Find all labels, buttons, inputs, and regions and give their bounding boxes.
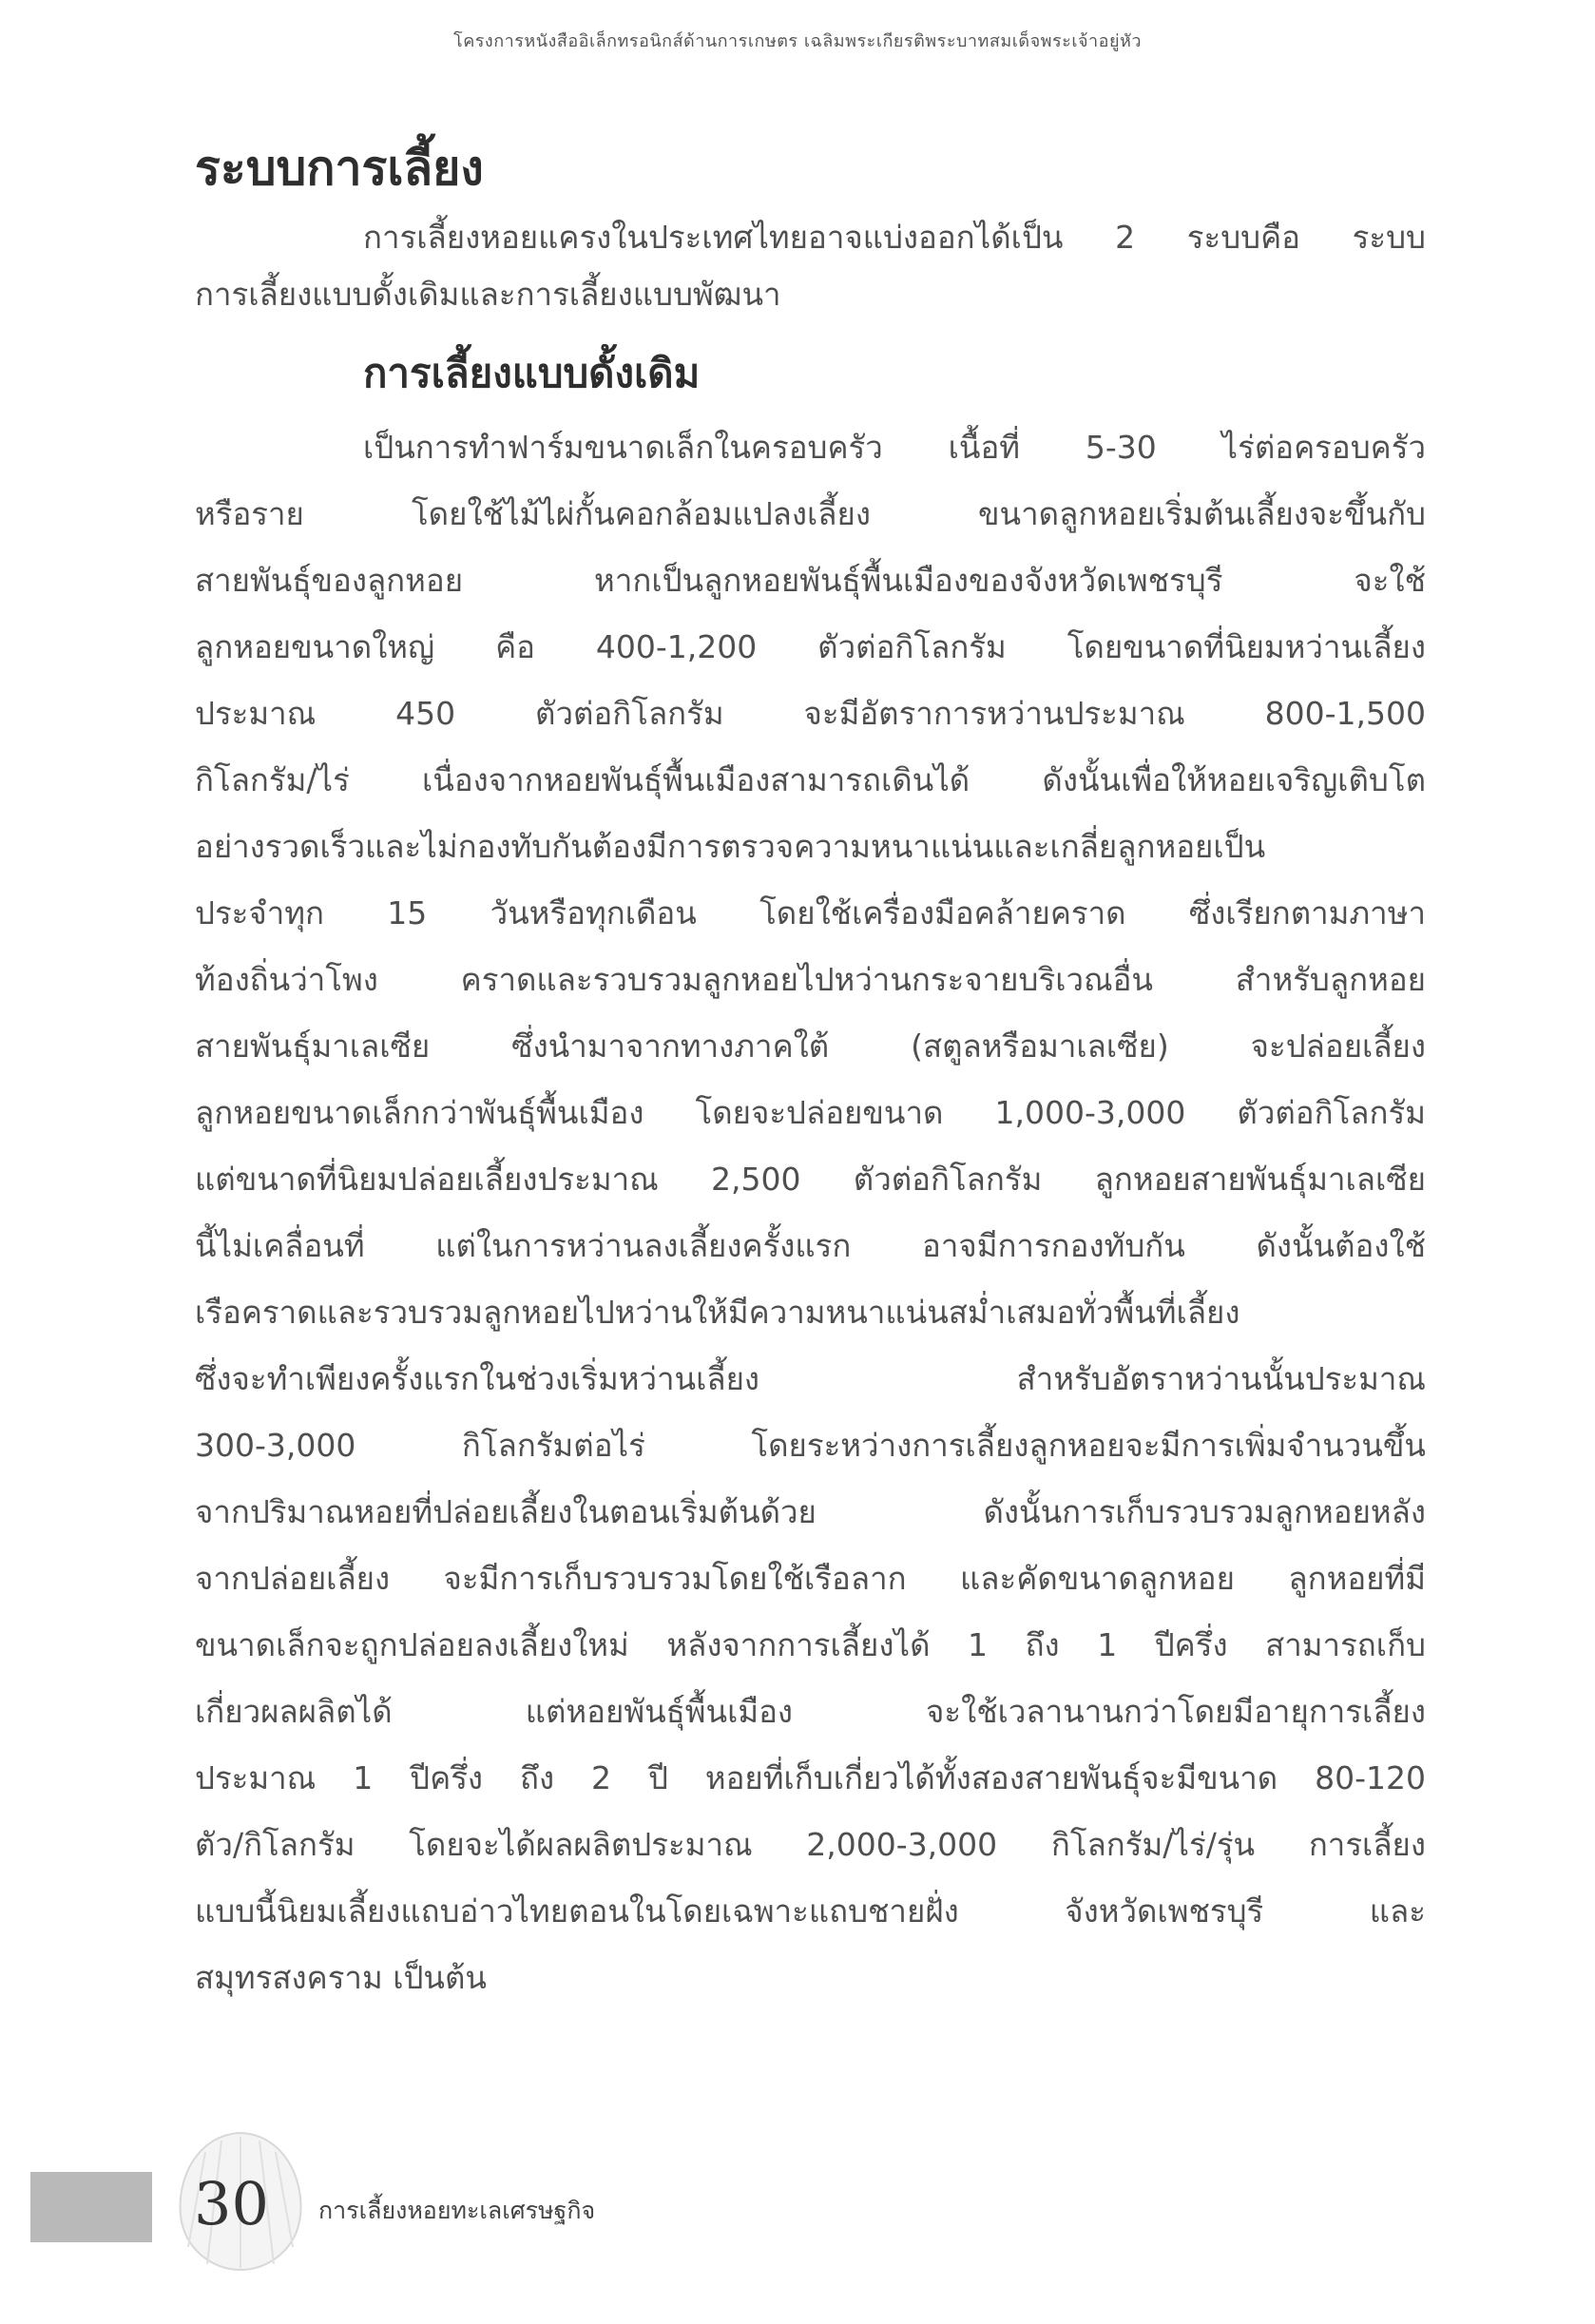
paragraph-line: ประจำทุก 15 วันหรือทุกเดือน โดยใช้เครื่องมือคล้ายคราด ซึ่งเรียกตามภาษา	[195, 894, 1426, 932]
paragraph-line: หรือราย โดยใช้ไม้ไผ่กั้นคอกล้อมแปลงเลี้ยง ขนาดลูกหอยเริ่มต้นเลี้ยงจะขึ้นกับ	[195, 495, 1426, 532]
section-heading: ระบบการเลี้ยง	[195, 141, 484, 196]
paragraph-line: นี้ไม่เคลื่อนที่ แต่ในการหว่านลงเลี้ยงครั้งแรก อาจมีการกองทับกัน ดังนั้นต้องใช้	[195, 1227, 1426, 1264]
paragraph-line: ตัว/กิโลกรัม โดยจะได้ผลผลิตประมาณ 2,000-3,000 กิโลกรัม/ไร่/รุ่น การเลี้ยง	[195, 1826, 1426, 1863]
paragraph-line: สมุทรสงคราม เป็นต้น	[195, 1959, 487, 1996]
paragraph-line: ขนาดเล็กจะถูกปล่อยลงเลี้ยงใหม่ หลังจากการเลี้ยงได้ 1 ถึง 1 ปีครึ่ง สามารถเก็บ	[195, 1626, 1426, 1663]
paragraph-line: ประมาณ 1 ปีครึ่ง ถึง 2 ปี หอยที่เก็บเกี่ยวได้ทั้งสองสายพันธุ์จะมีขนาด 80-120	[195, 1759, 1426, 1796]
paragraph-line: จากปริมาณหอยที่ปล่อยเลี้ยงในตอนเริ่มต้นด้วย ดังนั้นการเก็บรวบรวมลูกหอยหลัง	[195, 1493, 1426, 1530]
paragraph-line: ท้องถิ่นว่าโพง คราดและรวบรวมลูกหอยไปหว่านกระจายบริเวณอื่น สำหรับลูกหอย	[195, 961, 1426, 998]
footer-gray-bar	[30, 2172, 152, 2242]
paragraph-line: จากปล่อยเลี้ยง จะมีการเก็บรวบรวมโดยใช้เรือลาก และคัดขนาดลูกหอย ลูกหอยที่มี	[195, 1560, 1426, 1597]
paragraph-line: สายพันธุ์มาเลเซีย ซึ่งนำมาจากทางภาคใต้ (สตูลหรือมาเลเซีย) จะปล่อยเลี้ยง	[195, 1028, 1426, 1065]
paragraph-line: เกี่ยวผลผลิตได้ แต่หอยพันธุ์พื้นเมือง จะใช้เวลานานกว่าโดยมีอายุการเลี้ยง	[195, 1693, 1426, 1730]
paragraph-line: ลูกหอยขนาดเล็กกว่าพันธุ์พื้นเมือง โดยจะปล่อยขนาด 1,000-3,000 ตัวต่อกิโลกรัม	[195, 1094, 1426, 1131]
paragraph-line: เป็นการทำฟาร์มขนาดเล็กในครอบครัว เนื้อที่ 5-30 ไร่ต่อครอบครัว	[363, 429, 1426, 466]
running-header: โครงการหนังสืออิเล็กทรอนิกส์ด้านการเกษตร เฉลิมพระเกียรติพระบาทสมเด็จพระเจ้าอยู่หัว	[453, 31, 1142, 51]
paragraph-line: ประมาณ 450 ตัวต่อกิโลกรัม จะมีอัตราการหว่านประมาณ 800-1,500	[195, 695, 1426, 732]
paragraph-line: แต่ขนาดที่นิยมปล่อยเลี้ยงประมาณ 2,500 ตัวต่อกิโลกรัม ลูกหอยสายพันธุ์มาเลเซีย	[195, 1161, 1426, 1198]
paragraph-line: สายพันธุ์ของลูกหอย หากเป็นลูกหอยพันธุ์พื้นเมืองของจังหวัดเพชรบุรี จะใช้	[195, 562, 1426, 599]
page-number: 30	[194, 2169, 269, 2238]
paragraph-line: กิโลกรัม/ไร่ เนื่องจากหอยพันธุ์พื้นเมืองสามารถเดินได้ ดังนั้นเพื่อให้หอยเจริญเติบโต	[195, 761, 1426, 798]
paragraph-line: อย่างรวดเร็วและไม่กองทับกันต้องมีการตรวจความหนาแน่นและเกลี่ยลูกหอยเป็น	[195, 828, 1266, 865]
paragraph-line: ซึ่งจะทำเพียงครั้งแรกในช่วงเริ่มหว่านเลี้ยง สำหรับอัตราหว่านนั้นประมาณ	[195, 1360, 1426, 1397]
subsection-heading: การเลี้ยงแบบดั้งเดิม	[363, 350, 701, 396]
paragraph-line: แบบนี้นิยมเลี้ยงแถบอ่าวไทยตอนในโดยเฉพาะแถบชายฝั่ง จังหวัดเพชรบุรี และ	[195, 1892, 1426, 1930]
paragraph-line: เรือคราดและรวบรวมลูกหอยไปหว่านให้มีความหนาแน่นสม่ำเสมอทั่วพื้นที่เลี้ยง	[195, 1294, 1240, 1331]
footer-book-title: การเลี้ยงหอยทะเลเศรษฐกิจ	[318, 2197, 596, 2224]
intro-line: การเลี้ยงแบบดั้งเดิมและการเลี้ยงแบบพัฒนา	[195, 276, 781, 313]
paragraph-line: ลูกหอยขนาดใหญ่ คือ 400-1,200 ตัวต่อกิโลกรัม โดยขนาดที่นิยมหว่านเลี้ยง	[195, 628, 1426, 665]
intro-line: การเลี้ยงหอยแครงในประเทศไทยอาจแบ่งออกได้เป็น 2 ระบบคือ ระบบ	[363, 219, 1426, 256]
paragraph-line: 300-3,000 กิโลกรัมต่อไร่ โดยระหว่างการเลี้ยงลูกหอยจะมีการเพิ่มจำนวนขึ้น	[195, 1427, 1426, 1464]
